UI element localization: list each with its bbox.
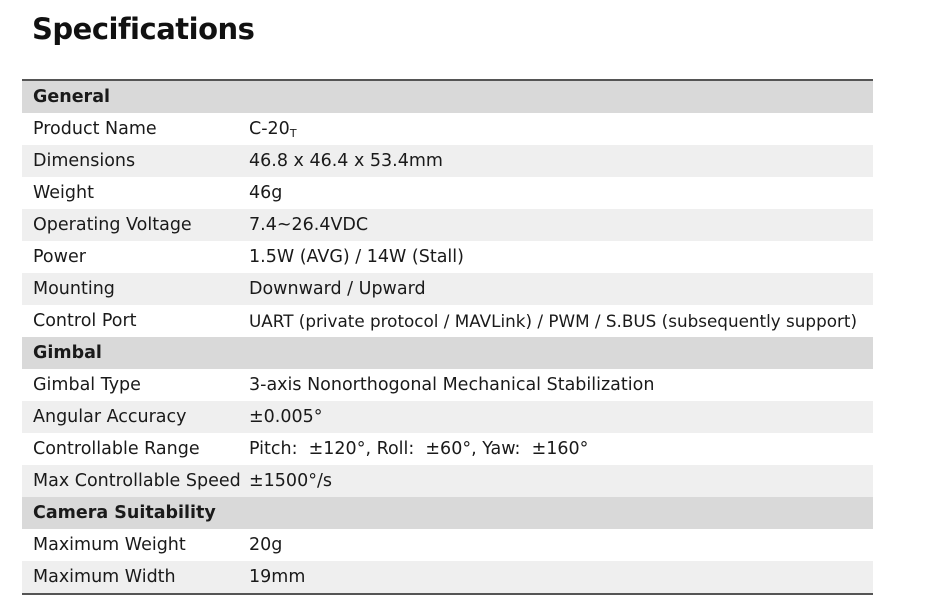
section-header-camera-suitability (22, 497, 873, 529)
row-label: Gimbal Type (33, 375, 141, 395)
row-label: Operating Voltage (33, 215, 192, 235)
row-value: 20g (249, 535, 283, 555)
table-row (22, 561, 873, 593)
row-value: 19mm (249, 567, 306, 587)
table-row (22, 145, 873, 177)
row-value: ±0.005° (249, 407, 323, 427)
table-row (22, 113, 873, 145)
page-title: Specifications (32, 12, 255, 46)
row-value: UART (private protocol / MAVLink) / PWM / S.BUS (subsequently support) (249, 311, 858, 331)
row-label: Power (33, 247, 86, 267)
row-label: Angular Accuracy (33, 407, 187, 427)
row-label: Control Port (33, 311, 137, 331)
table-row (22, 433, 873, 465)
product-name-subscript: T (289, 126, 297, 140)
section-header-general (22, 81, 873, 113)
row-value (249, 119, 873, 140)
row-label: Maximum Width (33, 567, 176, 587)
row-value: 3-axis Nonorthogonal Mechanical Stabilization (249, 375, 655, 395)
table-row (22, 273, 873, 305)
row-value: ±1500°/s (249, 471, 332, 491)
section-heading: Gimbal (33, 343, 102, 363)
row-label: Controllable Range (33, 439, 200, 459)
row-value: 7.4~26.4VDC (249, 215, 369, 235)
row-label: Dimensions (33, 151, 136, 171)
row-value: 46g (249, 183, 283, 203)
table-row (22, 305, 873, 337)
row-label: Weight (33, 183, 94, 203)
table-row (22, 209, 873, 241)
row-value: 1.5W (AVG) / 14W (Stall) (249, 247, 464, 267)
row-label: Max Controllable Speed (33, 471, 241, 491)
table-row (22, 401, 873, 433)
row-label: Maximum Weight (33, 535, 186, 555)
row-label: Product Name (33, 119, 157, 139)
spec-table (22, 79, 873, 595)
section-heading: Camera Suitability (33, 503, 216, 523)
table-row (22, 465, 873, 497)
section-header-gimbal (22, 337, 873, 369)
table-row (22, 529, 873, 561)
product-name-text: C-20 (249, 118, 290, 139)
row-value: Downward / Upward (249, 279, 426, 299)
table-row (22, 369, 873, 401)
row-value: 46.8 x 46.4 x 53.4mm (249, 151, 443, 171)
table-row (22, 177, 873, 209)
section-heading: General (33, 87, 110, 107)
row-value: Pitch: ±120°, Roll: ±60°, Yaw: ±160° (249, 439, 589, 459)
row-label: Mounting (33, 279, 115, 299)
table-row (22, 241, 873, 273)
